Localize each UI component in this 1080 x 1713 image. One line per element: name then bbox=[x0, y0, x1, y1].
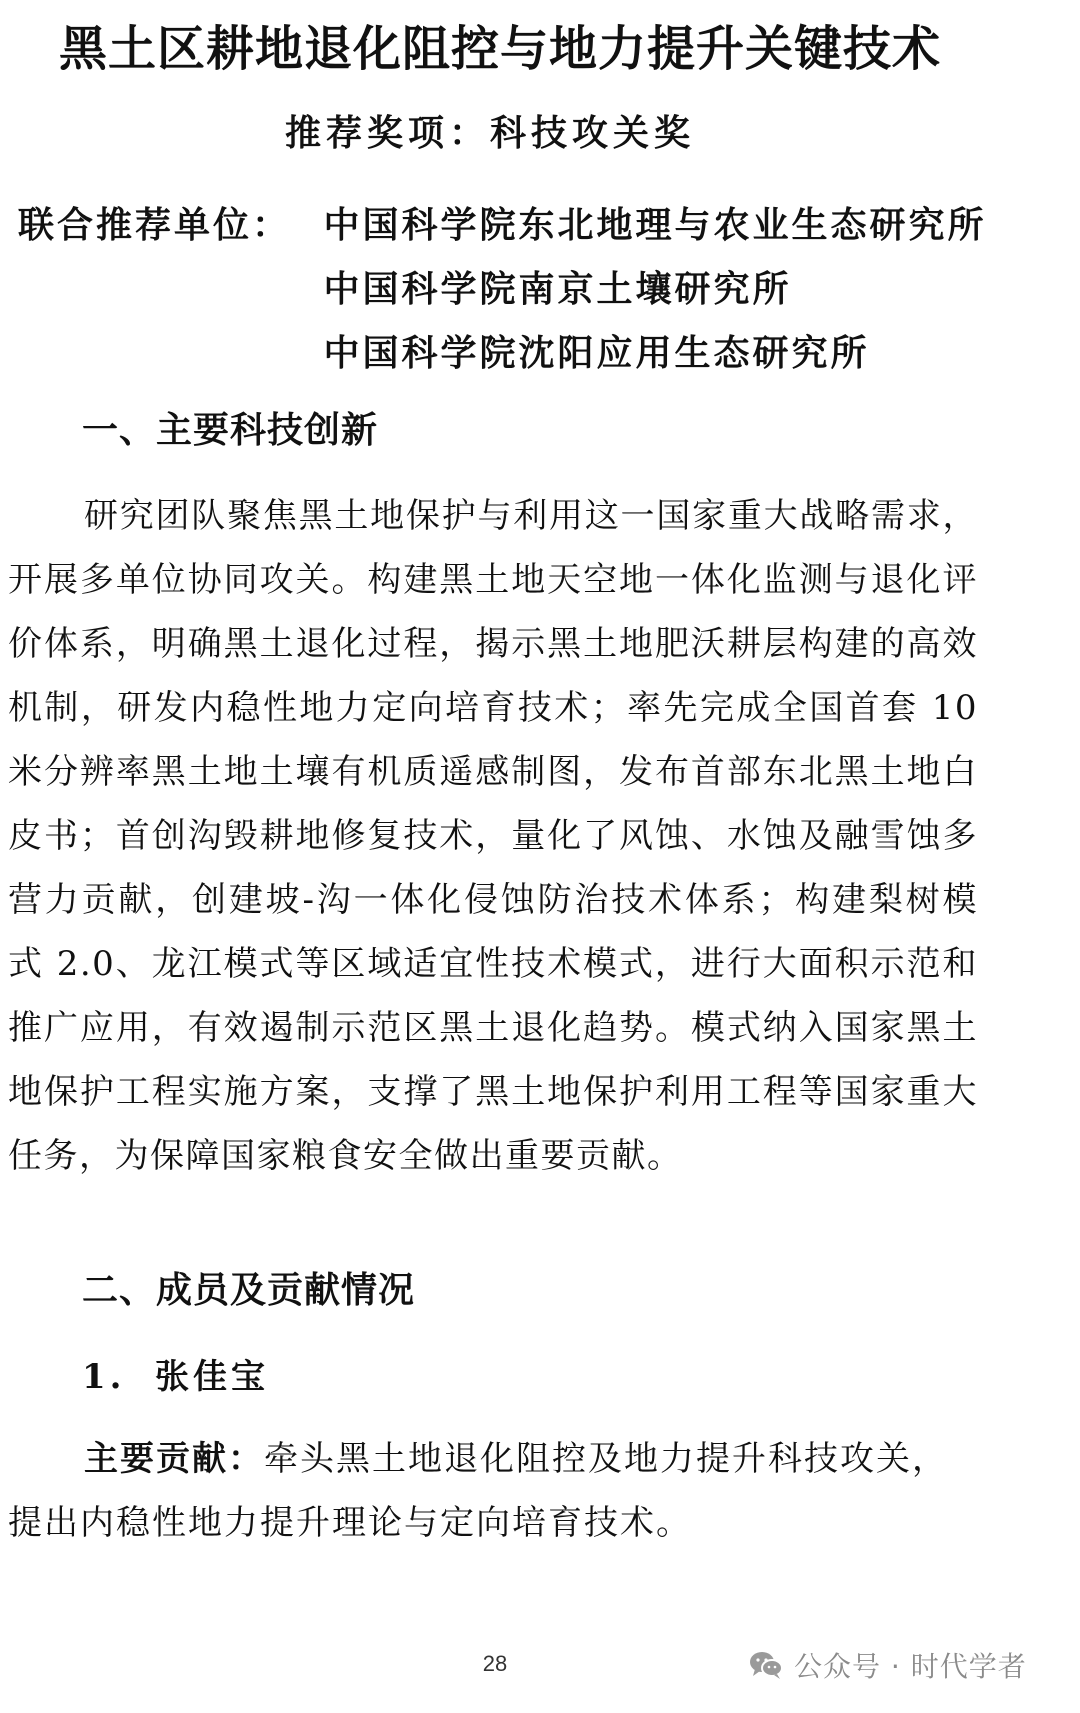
section-heading-members: 二、成员及贡献情况 bbox=[82, 1270, 416, 1311]
award-category: 推荐奖项：科技攻关奖 bbox=[285, 112, 696, 154]
watermark bbox=[748, 1643, 1027, 1687]
joint-recommenders bbox=[18, 193, 987, 385]
recommender-unit: 中国科学院沈阳应用生态研究所 bbox=[323, 332, 870, 374]
wechat-icon bbox=[748, 1650, 784, 1680]
recommender-label: 联合推荐单位： bbox=[18, 204, 292, 246]
recommender-list bbox=[324, 193, 987, 385]
contribution-text: 牵头黑土地退化阻控及地力提升科技攻关，提出内稳性地力提升理论与定向培育技术。 bbox=[8, 1439, 948, 1543]
member-number: 1. bbox=[82, 1357, 126, 1397]
contribution-label: 主要贡献： bbox=[84, 1439, 264, 1479]
page-number: 28 bbox=[482, 1651, 508, 1676]
section-heading-innovation: 一、主要科技创新 bbox=[82, 410, 379, 451]
member-name: 张佳宝 bbox=[155, 1357, 269, 1397]
member-entry bbox=[82, 1349, 269, 1405]
innovation-paragraph: 研究团队聚焦黑土地保护与利用这一国家重大战略需求，开展多单位协同攻关。构建黑土地天空地一体化监测与退化评价体系，明确黑土退化过程，揭示黑土地肥沃耕层构建的高效机制，研发内稳性地力定向培育技术；率先完成全国首套 10 米分辨率黑土地土壤有机质遥感制图，发布首部东北黑土地白皮书；首创沟毁耕地修复技术，量化了风蚀、水蚀及融雪蚀多营力贡献，创建坡-沟一体化侵蚀防治技术体系；构建梨树模式 2.0、龙江模式等区域适宜性技术模式，进行大面积示范和推广应用，有效遏制示范区黑土退化趋势。模式纳入国家黑土地保护工程实施方案，支撑了黑土地保护利用工程等国家重大任务，为保障国家粮食安全做出重要贡献。 bbox=[8, 496, 978, 1176]
member-contribution bbox=[8, 1427, 978, 1555]
watermark-text: 公众号 · 时代学者 bbox=[794, 1650, 1027, 1683]
recommender-unit: 中国科学院东北地理与农业生态研究所 bbox=[323, 204, 987, 246]
document-title: 黑土区耕地退化阻控与地力提升关键技术 bbox=[58, 21, 941, 77]
recommender-unit: 中国科学院南京土壤研究所 bbox=[323, 268, 792, 310]
